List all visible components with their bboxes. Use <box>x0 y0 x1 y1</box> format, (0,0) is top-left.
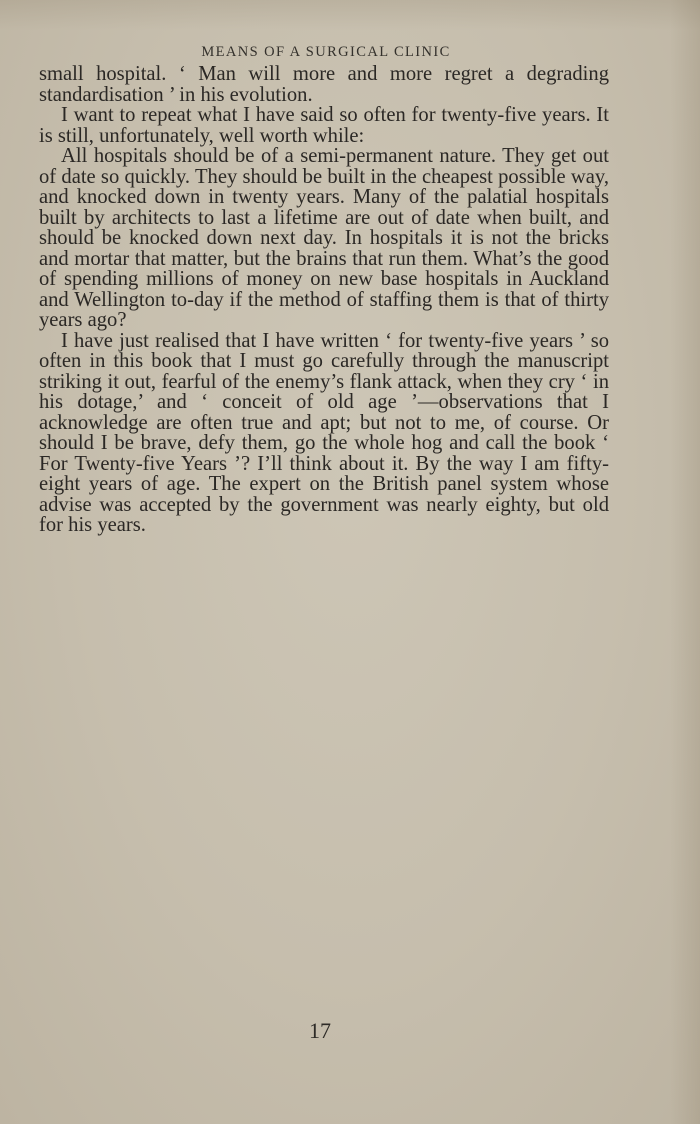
paragraph: I have just realised that I have written ‘ for twenty-five years ’ so often in this book that I must go carefully through the manuscript striking it out, fearful of the enemy’s flank attack, when they cry ‘ in his dotage,’ and ‘ conceit of old age ’—observations that I acknowledge are often true and apt; but not to me, of course. Or should I be brave, defy them, go the whole hog and call the book ‘ For Twenty-five Years ’? I’ll think about it. By the way I am fifty-eight years of age. The expert on the British panel system whose advise was accepted by the government was nearly eighty, but old for his years. <box>39 329 609 536</box>
page-shadow-right <box>670 0 700 1124</box>
running-head: MEANS OF A SURGICAL CLINIC <box>201 44 451 60</box>
body-text <box>39 64 609 536</box>
page-shadow-top <box>0 0 700 30</box>
paragraph: All hospitals should be of a semi-permanent nature. They get out of date so quickly. They should be built in the cheapest possible way, and knocked down in twenty years. Many of the palatial hospitals built by architects to last a lifetime are out of date when built, and should be knocked down next day. In hospitals it is not the bricks and mortar that matter, but the brains that run them. What’s the good of spending millions of money on new base hospitals in Auckland and Wellington to-day if the method of staffing them is that of thirty years ago? <box>39 145 609 331</box>
page-number: 17 <box>309 1018 331 1043</box>
paragraph-continued: small hospital. ‘ Man will more and more regret a degrading standardisation ’ in his evolution. <box>39 63 609 106</box>
paragraph: I want to repeat what I have said so often for twenty-five years. It is still, unfortunately, well worth while: <box>39 104 609 147</box>
